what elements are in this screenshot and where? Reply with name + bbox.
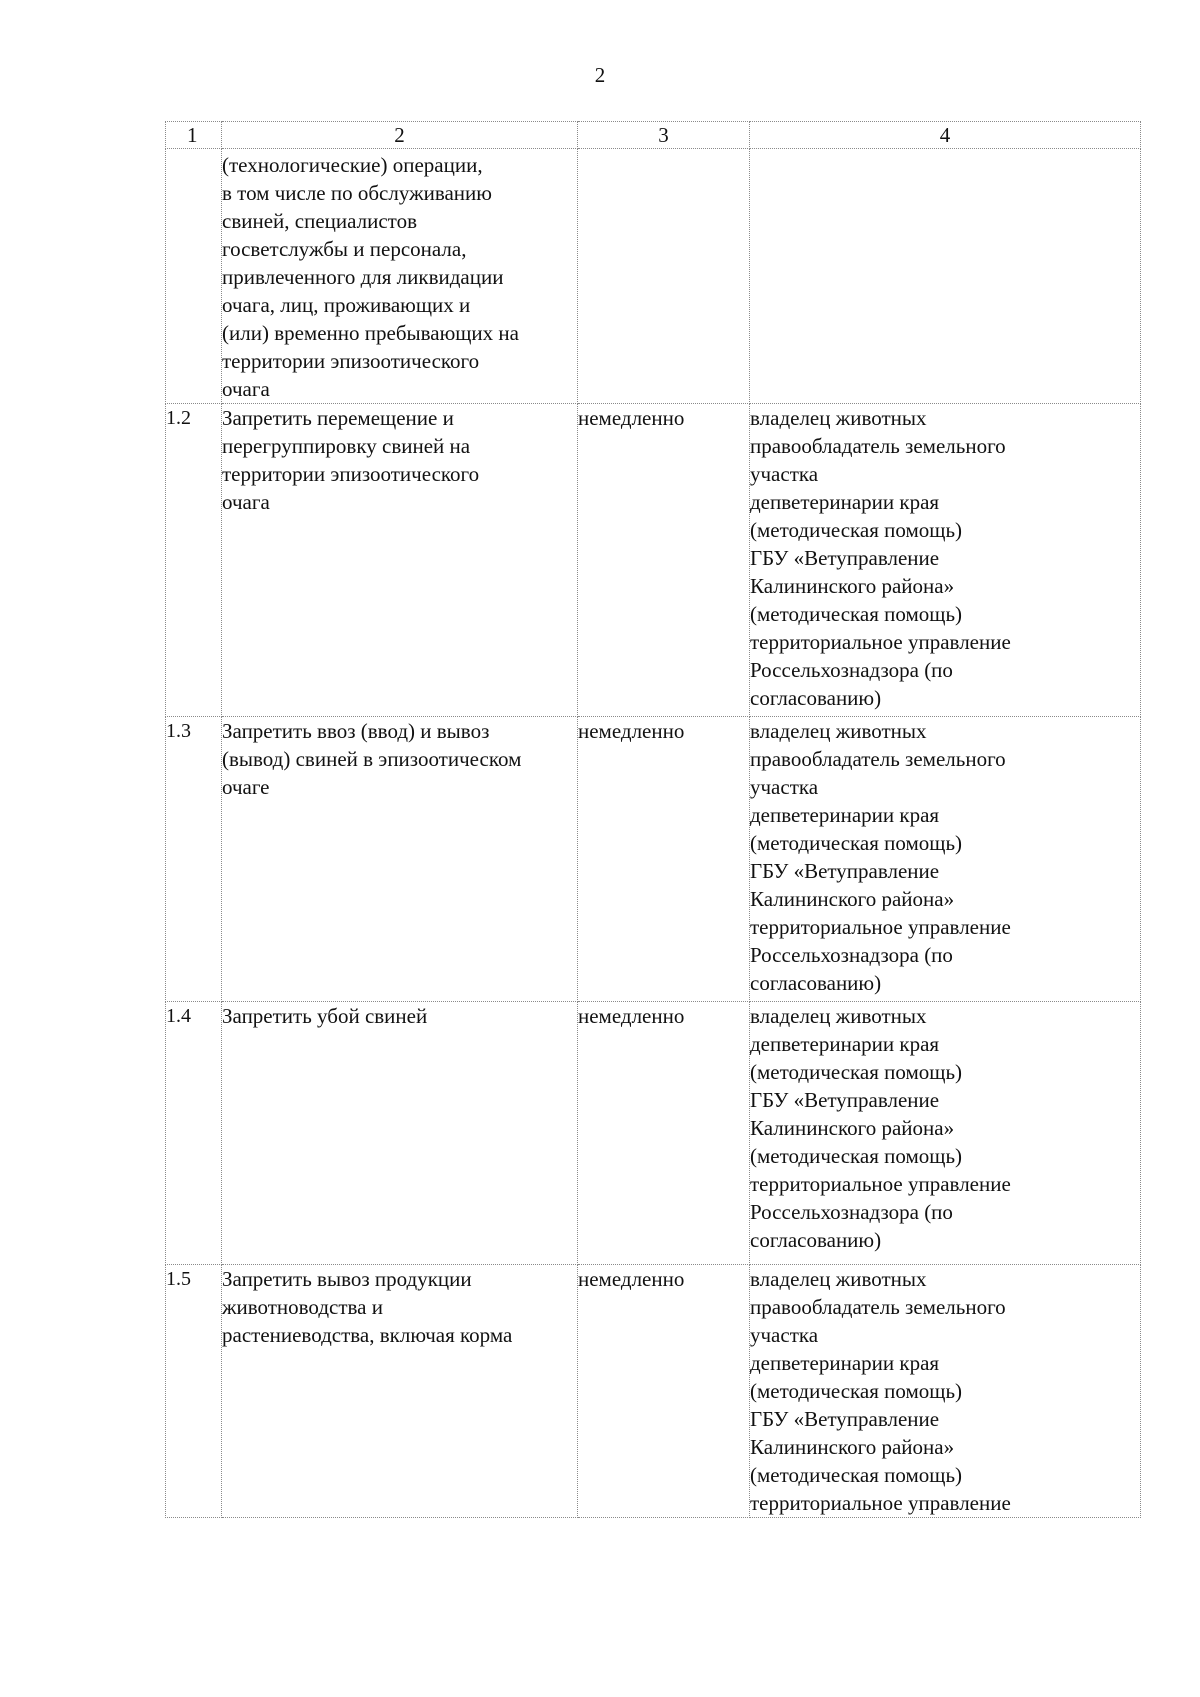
responsible-cell — [750, 404, 1141, 717]
responsible-line: (методическая помощь) — [750, 1463, 963, 1487]
action-line: (вывод) свиней в эпизоотическом — [222, 747, 522, 771]
responsible-line: депветеринарии края — [750, 1032, 940, 1056]
item-number — [166, 149, 222, 404]
term-cell: немедленно — [578, 717, 750, 1002]
responsible-line: (методическая помощь) — [750, 831, 963, 855]
action-line: очага — [222, 490, 270, 514]
table-row — [166, 404, 1141, 717]
action-cell — [222, 1265, 578, 1518]
responsible-line: (методическая помощь) — [750, 602, 963, 626]
column-header-2: 2 — [222, 122, 578, 149]
term-cell: немедленно — [578, 1265, 750, 1518]
responsible-line: участка — [750, 1323, 819, 1347]
column-header-3: 3 — [578, 122, 750, 149]
responsible-line: владелец животных — [750, 1004, 927, 1028]
responsible-line: (методическая помощь) — [750, 1379, 963, 1403]
responsible-cell — [750, 717, 1141, 1002]
table-row — [166, 1002, 1141, 1265]
column-header-4: 4 — [750, 122, 1141, 149]
action-line: Запретить убой свиней — [222, 1004, 428, 1028]
responsible-line: Калининского района» — [750, 1116, 955, 1140]
responsible-line: территориальное управление — [750, 1491, 1011, 1515]
term-cell — [578, 149, 750, 404]
responsible-line: согласованию) — [750, 686, 882, 710]
table-row — [166, 149, 1141, 404]
action-line: животноводства и — [222, 1295, 383, 1319]
action-line: очаге — [222, 775, 270, 799]
responsible-line: Россельхознадзора (по — [750, 943, 953, 967]
responsible-line: правообладатель земельного — [750, 434, 1006, 458]
item-number: 1.2 — [166, 404, 222, 717]
item-number: 1.3 — [166, 717, 222, 1002]
action-line: в том числе по обслуживанию — [222, 181, 492, 205]
responsible-line: правообладатель земельного — [750, 1295, 1006, 1319]
table-row — [166, 1265, 1141, 1518]
responsible-line: правообладатель земельного — [750, 747, 1006, 771]
action-line: очага — [222, 377, 270, 401]
responsible-line: (методическая помощь) — [750, 1060, 963, 1084]
column-header-1: 1 — [166, 122, 222, 149]
responsible-cell — [750, 1002, 1141, 1265]
responsible-line: Калининского района» — [750, 574, 955, 598]
header-row — [166, 122, 1141, 149]
action-cell — [222, 404, 578, 717]
responsible-line: депветеринарии края — [750, 1351, 940, 1375]
action-line: Запретить перемещение и — [222, 406, 454, 430]
responsible-line: Калининского района» — [750, 1435, 955, 1459]
item-number: 1.4 — [166, 1002, 222, 1265]
responsible-line: территориальное управление — [750, 915, 1011, 939]
action-line: свиней, специалистов — [222, 209, 417, 233]
action-line: (или) временно пребывающих на — [222, 321, 519, 345]
responsible-line: депветеринарии края — [750, 490, 940, 514]
item-number: 1.5 — [166, 1265, 222, 1518]
action-cell — [222, 149, 578, 404]
action-line: территории эпизоотического — [222, 462, 480, 486]
responsible-line: (методическая помощь) — [750, 1144, 963, 1168]
responsible-line: участка — [750, 462, 819, 486]
responsible-line: ГБУ «Ветуправление — [750, 859, 940, 883]
responsible-line: ГБУ «Ветуправление — [750, 1407, 940, 1431]
responsible-line: территориальное управление — [750, 1172, 1011, 1196]
responsible-line: владелец животных — [750, 406, 927, 430]
responsible-line: Россельхознадзора (по — [750, 1200, 953, 1224]
action-line: Запретить ввоз (ввод) и вывоз — [222, 719, 490, 743]
responsible-line: владелец животных — [750, 1267, 927, 1291]
responsible-line: согласованию) — [750, 971, 882, 995]
responsible-line: территориальное управление — [750, 630, 1011, 654]
action-line: очага, лиц, проживающих и — [222, 293, 471, 317]
responsible-line: владелец животных — [750, 719, 927, 743]
responsible-line: участка — [750, 775, 819, 799]
responsible-line: Россельхознадзора (по — [750, 658, 953, 682]
responsible-line: согласованию) — [750, 1228, 882, 1252]
responsible-cell — [750, 1265, 1141, 1518]
action-line: госветслужбы и персонала, — [222, 237, 467, 261]
action-line: перегруппировку свиней на — [222, 434, 471, 458]
action-line: (технологические) операции, — [222, 153, 483, 177]
action-line: привлеченного для ликвидации — [222, 265, 504, 289]
action-line: Запретить вывоз продукции — [222, 1267, 472, 1291]
measures-table — [165, 121, 1141, 1518]
responsible-cell — [750, 149, 1141, 404]
action-line: растениеводства, включая корма — [222, 1323, 513, 1347]
term-cell: немедленно — [578, 1002, 750, 1265]
action-cell — [222, 1002, 578, 1265]
page-number: 2 — [594, 63, 606, 87]
term-cell: немедленно — [578, 404, 750, 717]
responsible-line: (методическая помощь) — [750, 518, 963, 542]
table-row — [166, 717, 1141, 1002]
action-line: территории эпизоотического — [222, 349, 480, 373]
action-cell — [222, 717, 578, 1002]
responsible-line: ГБУ «Ветуправление — [750, 546, 940, 570]
responsible-line: Калининского района» — [750, 887, 955, 911]
responsible-line: ГБУ «Ветуправление — [750, 1088, 940, 1112]
responsible-line: депветеринарии края — [750, 803, 940, 827]
